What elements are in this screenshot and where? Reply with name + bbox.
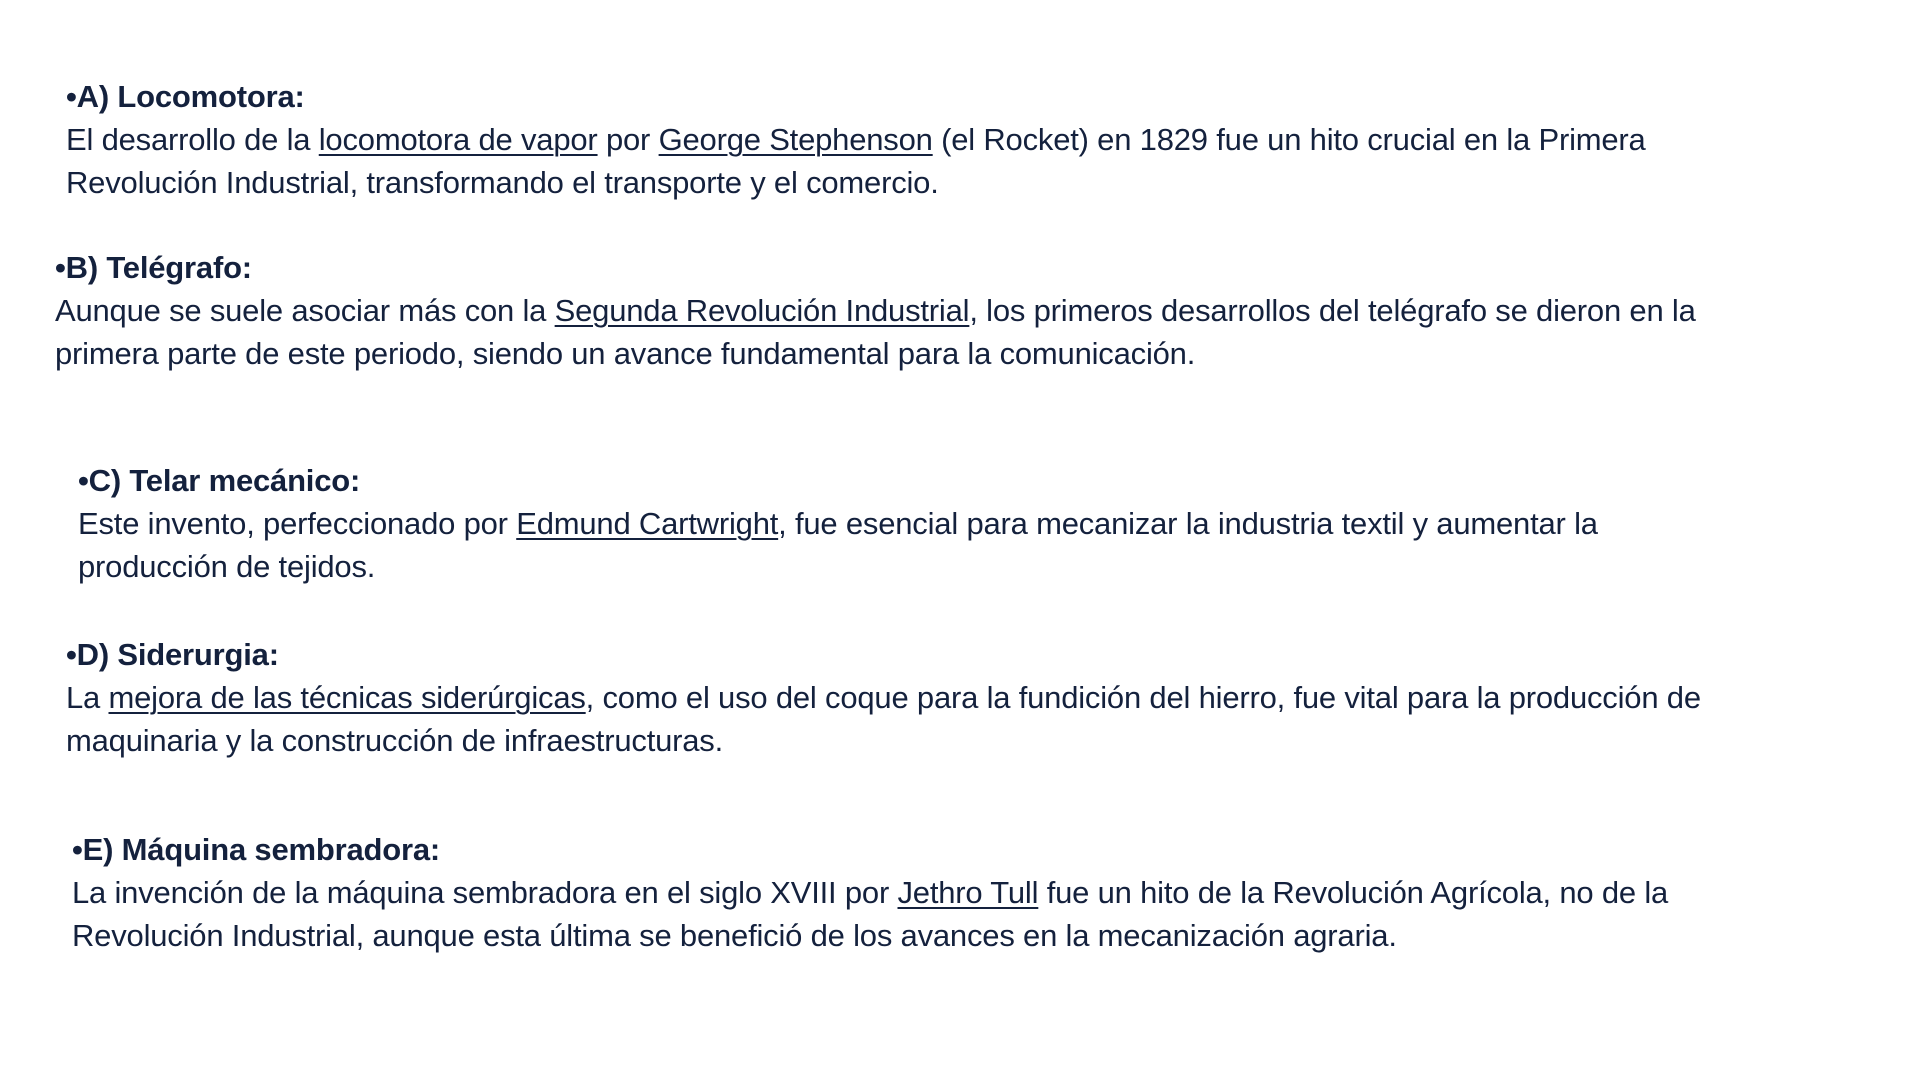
- body-text: Este invento, perfeccionado por: [78, 506, 517, 541]
- item-telar-mecanico: [78, 459, 1878, 588]
- body-text: Aunque se suele asociar más con la: [55, 293, 555, 328]
- link-locomotora-de-vapor[interactable]: locomotora de vapor: [318, 122, 598, 157]
- item-body: [55, 289, 1855, 375]
- item-body: [72, 871, 1872, 957]
- body-text: La: [66, 680, 109, 715]
- item-body: [66, 118, 1866, 204]
- item-title: •C) Telar mecánico:: [78, 463, 361, 498]
- body-text: (el Rocket) en 1829 fue un hito crucial en la Primera: [932, 122, 1646, 157]
- body-text: , fue esencial para mecanizar la industria textil y aumentar la: [778, 506, 1598, 541]
- body-text: maquinaria y la construcción de infraestructuras.: [66, 723, 724, 758]
- item-title: •E) Máquina sembradora:: [72, 832, 440, 867]
- item-siderurgia: [66, 633, 1866, 762]
- item-title: •D) Siderurgia:: [66, 637, 279, 672]
- body-text: , los primeros desarrollos del telégrafo se dieron en la: [969, 293, 1696, 328]
- item-body: [78, 502, 1878, 588]
- link-edmund-cartwright[interactable]: Edmund Cartwright: [516, 506, 779, 541]
- body-text: producción de tejidos.: [78, 549, 376, 584]
- body-text: Revolución Industrial, aunque esta última se benefició de los avances en la mecanización agraria.: [72, 918, 1397, 953]
- link-george-stephenson[interactable]: George Stephenson: [658, 122, 933, 157]
- body-text: fue un hito de la Revolución Agrícola, no de la: [1038, 875, 1669, 910]
- item-title: •A) Locomotora:: [66, 79, 305, 114]
- link-jethro-tull[interactable]: Jethro Tull: [897, 875, 1039, 910]
- body-text: Revolución Industrial, transformando el transporte y el comercio.: [66, 165, 939, 200]
- link-segunda-revolucion-industrial[interactable]: Segunda Revolución Industrial: [554, 293, 970, 328]
- body-text: por: [597, 122, 659, 157]
- item-locomotora: [66, 75, 1866, 204]
- item-maquina-sembradora: [72, 828, 1872, 957]
- item-telegrafo: [55, 246, 1855, 375]
- body-text: El desarrollo de la: [66, 122, 319, 157]
- item-title: •B) Telégrafo:: [55, 250, 252, 285]
- link-mejora-tecnicas-siderurgicas[interactable]: mejora de las técnicas siderúrgicas: [108, 680, 586, 715]
- item-body: [66, 676, 1866, 762]
- body-text: primera parte de este periodo, siendo un avance fundamental para la comunicación.: [55, 336, 1196, 371]
- body-text: , como el uso del coque para la fundición del hierro, fue vital para la producción de: [585, 680, 1701, 715]
- body-text: La invención de la máquina sembradora en el siglo XVIII por: [72, 875, 898, 910]
